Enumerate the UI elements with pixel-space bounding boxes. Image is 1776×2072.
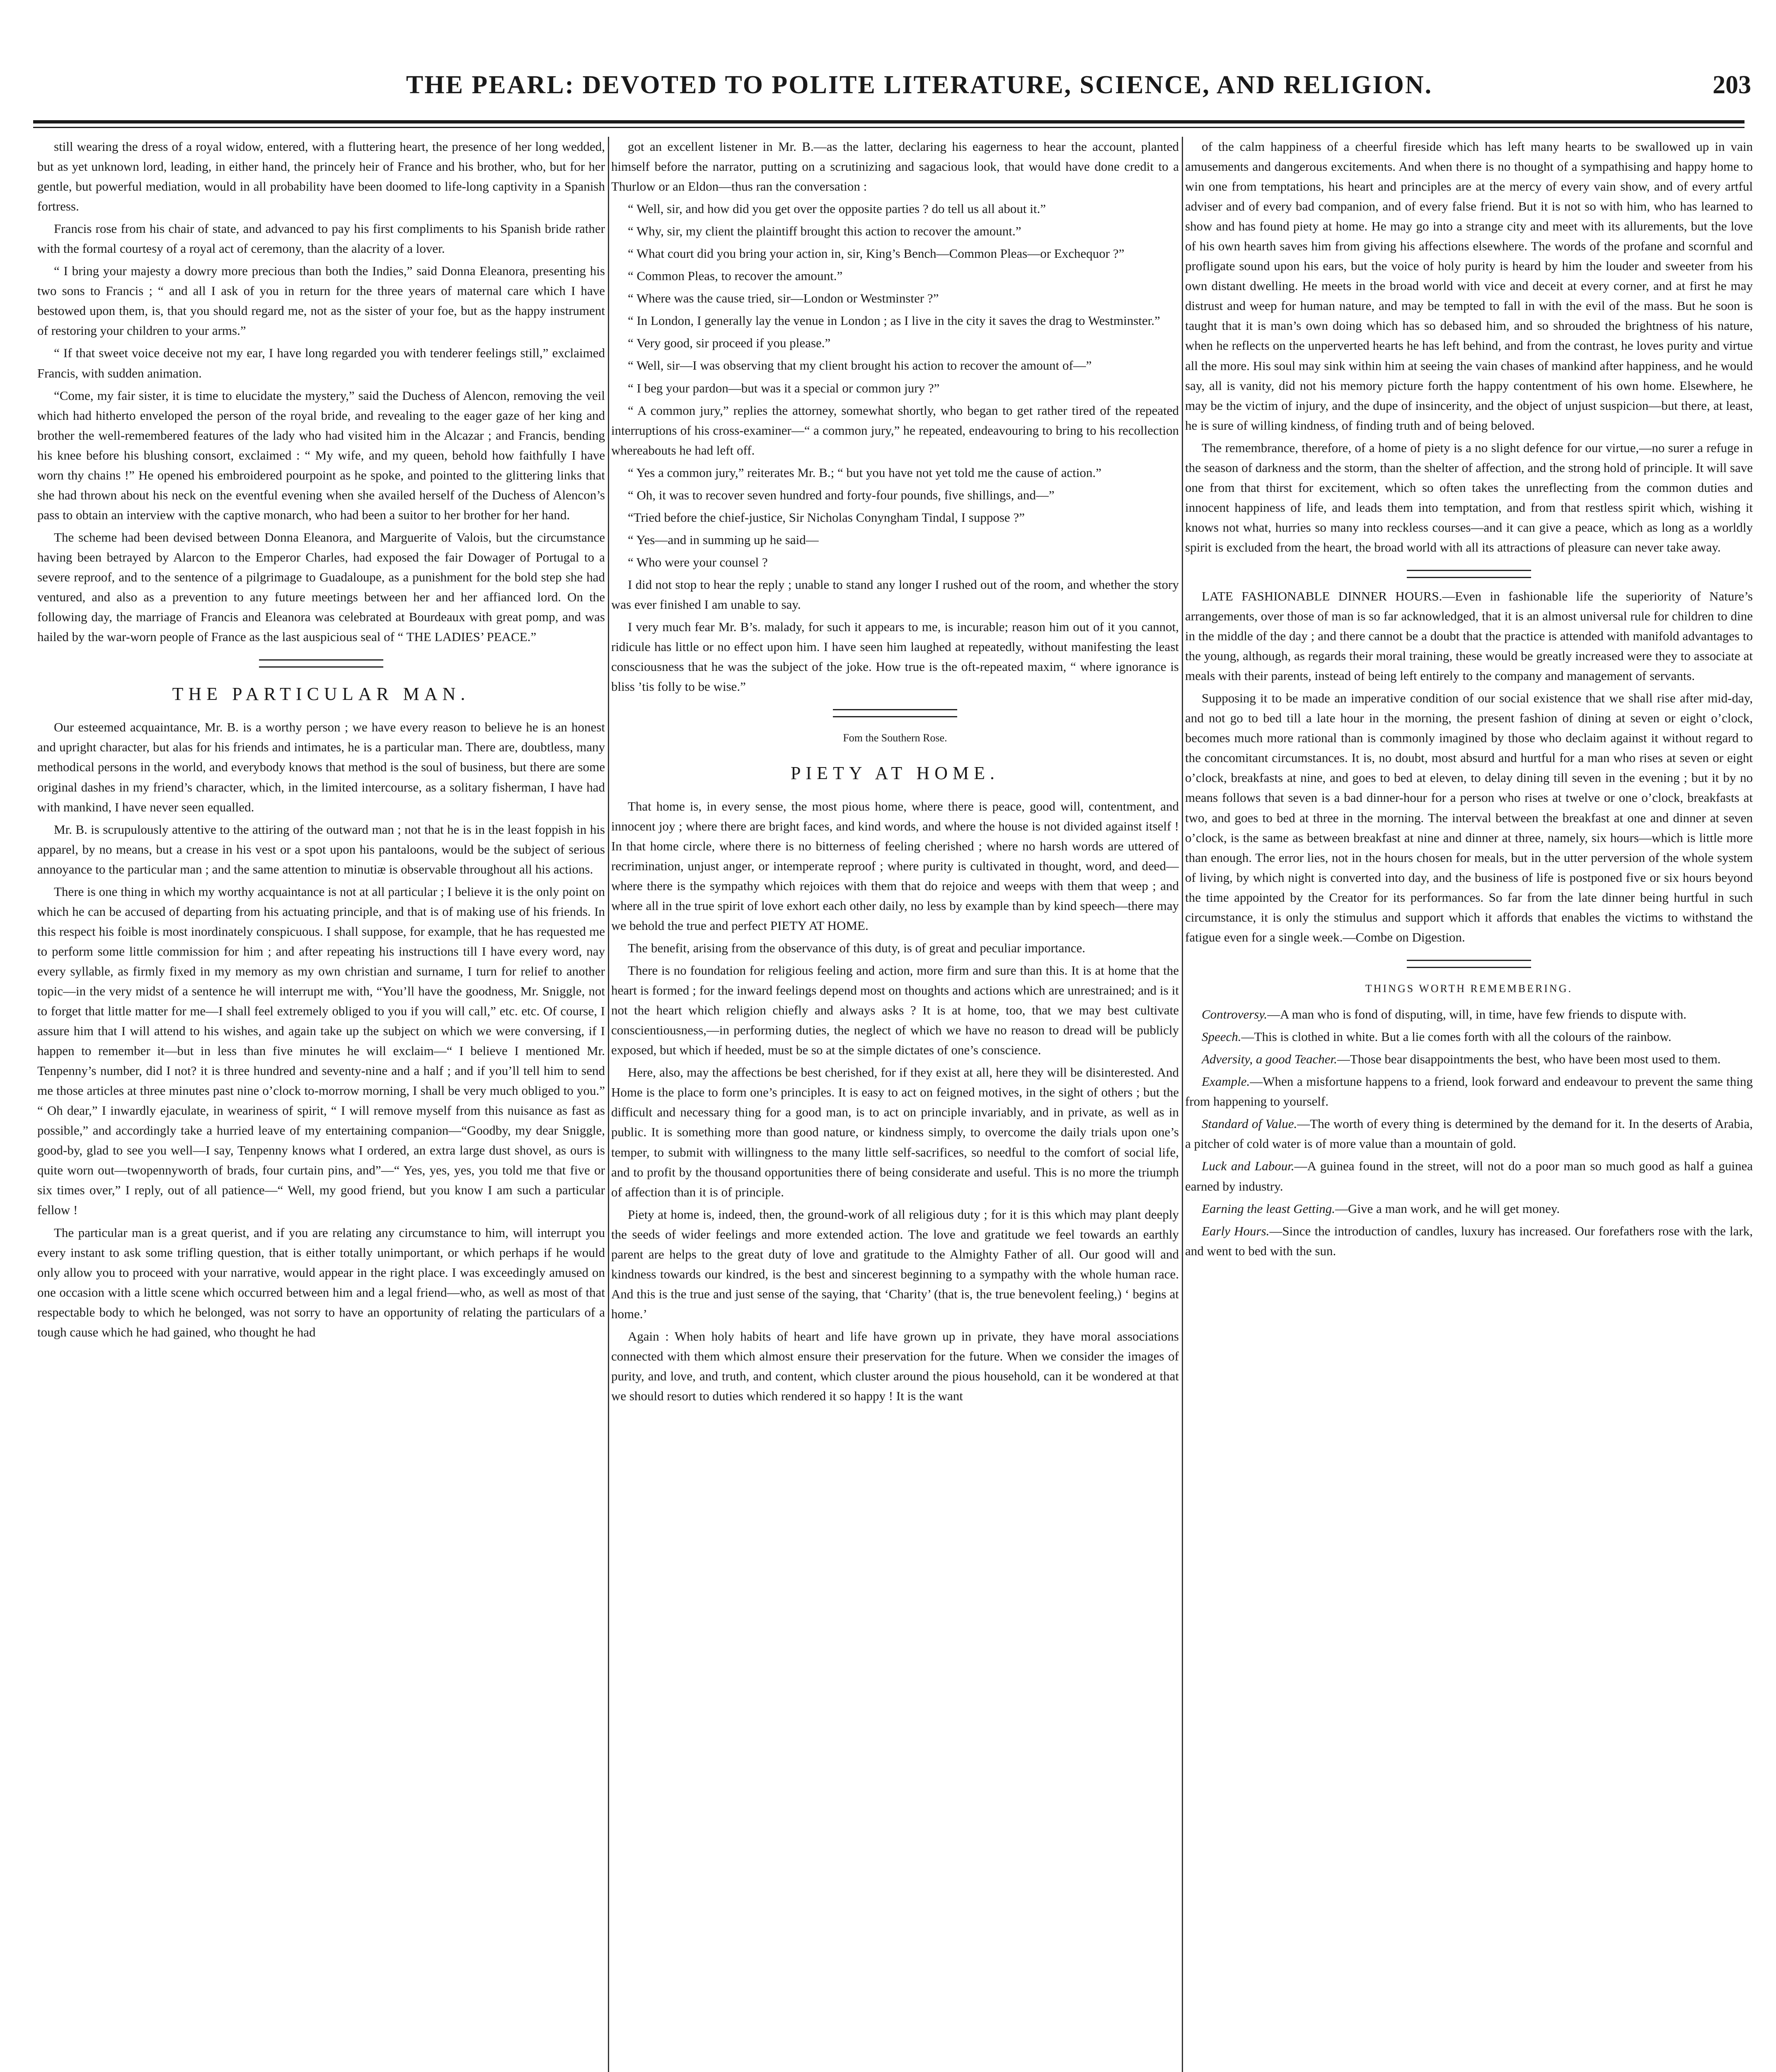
column-left [37,137,605,2072]
paragraph: Here, also, may the affections be best cherished, for if they exist at all, here they will be disinterested. And Home is the place to form one’s principles. It is easy to act on feigned motives, in the sight of others ; but the difficult and necessary thing for a good man, is to act on principle invariably, and in private, as well as in public. It is something more than good nature, or kindness simply, to overcome the daily trials upon one’s temper, to submit with willingness to the many little self-sacrifices, so needful to the comfort of social life, and to profit by the thousand opportunities there of being considerate and useful. This is no more the triumph of affection than it is of principle. [611,1065,1179,1199]
maxim-text: —When a misfortune happens to a friend, look forward and endeavour to prevent the same thing from happening to yourself. [1185,1074,1753,1109]
paragraph: got an excellent listener in Mr. B.—as the latter, declaring his eagerness to hear the account, planted himself before the narrator, putting on a scrutinizing and sagacious look, that would have done credit to a Thurlow or an Eldon—thus ran the conversation : [611,139,1179,194]
paragraph: Again : When holy habits of heart and life have grown up in private, they have moral associations connected with them which almost ensure their preservation for the future. When we consider the images of purity, and love, and truth, and content, which cluster around the pious household, can it be wondered at that we should resort to duties which rendered it so happy ! It is the want [611,1329,1179,1404]
paragraph: The remembrance, therefore, of a home of piety is a no slight defence for our virtue,—no surer a refuge in the season of darkness and the storm, than the shelter of affection, and the strong hold of principle. It will save one from that thirst for excitement, which so often takes the unreflecting from the common duties and innocent happiness of life, and leads them into temptation, and from that restless spirit which, wishing it knows not what, hurries so many into reckless courses—and it can give a peace, which as long as a worldly spirit is excluded from the heart, the broad world with all its attractions of pleasure can never take away. [1185,440,1753,554]
maxim-title: Controversy. [1202,1007,1268,1022]
paragraph: “ I beg your pardon—but was it a special or common jury ?” [628,380,940,395]
column-right [1185,137,1753,2072]
maxim-text: —Give a man work, and he will get money. [1335,1201,1560,1216]
column-divider [1182,137,1183,2072]
column-divider [608,137,609,2072]
paragraph: “ Common Pleas, to recover the amount.” [628,269,843,283]
maxim-title: Earning the least Getting. [1202,1201,1336,1216]
header-rule-thick [33,120,1745,123]
article-heading: PIETY AT HOME. [790,762,1000,783]
maxim-item [1185,1049,1753,1069]
paragraph: The scheme had been devised between Donna Eleanora, and Marguerite of Valois, but the circumstance having been betrayed by Alarcon to the Emperor Charles, had exposed the fair Dowager of Portugal to a severe reproof, and to the sentence of a pilgrimage to Guadaloupe, as a punishment for the bold step she had ventured, and also as a prevention to any future meetings between her and her affianced lord. On the following day, the marriage of Francis and Eleanora was celebrated at Bourdeaux with great pomp, and was hailed by the war-worn people of France as the last auspicious seal of “ THE LADIES’ PEACE.” [37,530,605,644]
maxim-text: —Those bear disappointments the best, who have been most used to them. [1337,1052,1721,1067]
maxim-item [1185,1114,1753,1154]
paragraph: “ Why, sir, my client the plaintiff brought this action to recover the amount.” [628,224,1021,239]
paragraph: “ If that sweet voice deceive not my ear, I have long regarded you with tenderer feelings still,” exclaimed Francis, with sudden animation. [37,346,605,380]
paragraph: “ Yes—and in summing up he said— [628,532,819,547]
maxim-text: —A guinea found in the street, will not do a poor man so much good as half a guinea earned by industry. [1185,1159,1753,1193]
paragraph: “ A common jury,” replies the attorney, somewhat shortly, who began to get rather tired of the repeated interruptions of his cross-examiner—“ a common jury,” he repeated, endeavouring to bring to his recollection whereabouts he had left off. [611,403,1179,457]
paragraph: I very much fear Mr. B’s. malady, for such it appears to me, is incurable; reason him out of it you cannot, ridicule has little or no effect upon him. I have seen him laughed at repeatedly, without manifesting the least consciousness that he was the subject of the joke. How true is the oft-repeated maxim, “ where ignorance is bliss ’tis folly to be wise.” [611,620,1179,694]
page-header [0,70,1776,112]
header-rule-thin [33,127,1745,128]
section-divider [1407,960,1531,968]
page-number: 203 [1713,71,1751,99]
paragraph: Piety at home is, indeed, then, the ground-work of all religious duty ; for it is this which may plant deeply the seeds of wider feelings and more extended action. The love and gratitude we feel towards an earthly parent are helps to the great duty of love and gratitude to the Almighty Father of all. Our good will and kindness towards our kindred, is the best and sincerest beginning to a sympathy with the whole human race. And this is the true and just sense of the saying, that ‘Charity’ (that is, the true benevolent feeling,) ‘ begins at home.’ [611,1207,1179,1321]
paragraph: “Come, my fair sister, it is time to elucidate the mystery,” said the Duchess of Alencon, removing the veil which had hitherto enveloped the person of the royal bride, and revealing to the eager gaze of her king and brother the well-remembered features of the lady who had visited him in the Alcazar ; and Francis, bending his knee before his blushing consort, exclaimed : “ My wife, and my queen, behold how faithfully I have worn thy chains !” He opened his embroidered pourpoint as he spoke, and pointed to the glittering links that she had thrown about his neck on the eventful evening when she availed herself of the Duchess of Alencon’s pass to obtain an interview with the captive monarch, who had been a suitor to her brother for her hand. [37,388,605,522]
maxim-text: —Since the introduction of candles, luxury has increased. Our forefathers rose with the lark, and went to bed with the sun. [1185,1223,1753,1258]
section-divider [1407,570,1531,578]
paragraph: There is no foundation for religious feeling and action, more firm and sure than this. It is at home that the heart is formed ; for the inward feelings depend most on thoughts and actions which are unrestrained; and is it not the heart which religion chiefly and always asks ? It is at home, too, that we may best cultivate conscientiousness,—in performing duties, the neglect of which we have no reason to dread will be publicly exposed, but which if heeded, must be so at the simple dictates of one’s conscience. [611,963,1179,1058]
maxim-text: —This is clothed in white. But a lie comes forth with all the colours of the rainbow. [1241,1029,1672,1044]
maxim-item [1185,1072,1753,1111]
maxim-title: Early Hours. [1202,1223,1270,1238]
paragraph: “ Well, sir, and how did you get over the opposite parties ? do tell us all about it.” [628,201,1046,216]
section-divider [259,659,383,668]
article-heading: THE PARTICULAR MAN. [172,684,470,704]
paragraph: of the calm happiness of a cheerful fireside which has left many hearts to be swallowed up in vain amusements and dangerous excitements. And when there is no thought of a sympathising and happy home to win one from temptations, his heart and principles are at the mercy of every vain show, and of every artful adviser and of every bad companion, and of every false friend. But it is not so with him, who has learned to show and has found piety at home. He may go into a strange city and meet with its allurements, but the love of his own hearth saves him from giving his affections elsewhere. The words of the profane and scornful and profligate sound upon his ears, but the voice of holy purity is heard by him the louder and sweeter from his own distant dwelling. He meets in the broad world with vice and deceit at every corner, and at first he may distrust and weep for human nature, and may be tempted to fall in with the evil of the mass. But he soon is taught that it is man’s own doing which has so debased him, and so shrouded the brightness of his nature, when he reflects on the unperverted hearts he has left behind, and from the contrast, he loves purity and virtue all the more. His soul may sink within him at seeing the vain chases of mankind after happiness, and he would say, all is vanity, did not his memory picture forth the happy contentment of his own home. Elsewhere, he may be the victim of injury, and the dupe of insincerity, and the object of unjust suspicion—but there, at least, he is sure of willing kindness, of finding truth and of being beloved. [1185,139,1753,433]
article-heading: THINGS WORTH REMEMBERING. [1365,982,1573,995]
paragraph: Supposing it to be made an imperative condition of our social existence that we shall rise after mid-day, and not go to bed till a late hour in the morning, the present fashion of dining at seven or eight o’clock, becomes much more rational than is commonly imagined by those who declaim against it without regard to the concomitant circumstances. It is, no doubt, most absurd and hurtful for a man who rises at seven or eight o’clock, breakfasts at nine, and goes to bed at eleven, to delay dining till seven in the evening ; but it by no means follows that seven is a bad dinner-hour for a person who rises at twelve or one o’clock, breakfasts at two, and goes to bed at three in the morning. The interval between the breakfast at one and dinner at seven o’clock, is the same as between breakfast at nine and dinner at three, namely, six hours—which is little more than enough. The error lies, not in the hours chosen for meals, but in the utter perversion of the whole system of living, by which night is converted into day, and the business of life is postponed five or six hours beyond the time appointed by the Creator for its performances. So far from the late dinner being hurtful in such circumstance, it is only the stimulus and support which it affords that enables the victims to withstand the fatigue even for a single week.—Combe on Digestion. [1185,691,1753,944]
paragraph: There is one thing in which my worthy acquaintance is not at all particular ; I believe it is the only point on which he can be accused of departing from his actuating principle, and that is of making use of his friends. In this respect his foible is most inordinately conspicuous. I shall suppose, for example, that he has requested me to perform some little commission for him ; and after repeating his instructions till I have every word, nay every syllable, as firmly fixed in my memory as my own christian and surname, I turn for relief to another topic—in the very midst of a sentence he will interrupt me with, “You’ll have the goodness, Mr. Sniggle, not to forget that little matter for me—I shall feel extremely obliged to you if you will call,” etc. etc. Of course, I assure him that I will attend to his wishes, and again take up the subject on which we were conversing, if I happen to remember it—but in less than five minutes he will exclaim—“ I believe I mentioned Mr. Tenpenny’s number, did I not? it is three hundred and seventy-nine and a half ; and if you’ll tell him to send me those articles at three minutes past nine o’clock to-morrow morning, I shall be very much obliged to you.” “ Oh dear,” I inwardly ejaculate, in weariness of spirit, “ I will remove myself from this nuisance as fast as possible,” and accordingly take a hurried leave of my entertaining companion—“Goodby, my dear Sniggle, good-by, glad to see you well—I say, Tenpenny knows what I ordered, an extra large dust shovel, as ours is quite worn out—twopennyworth of brads, four curtain pins, and”—“ Yes, yes, yes, you told me that five or six times over,” I reply, out of all patience—“ Well, my good friend, but you know I am such a particular fellow ! [37,884,605,1218]
paragraph: “ Well, sir—I was observing that my client brought his action to recover the amount of—” [628,358,1092,373]
paragraph: Mr. B. is scrupulously attentive to the attiring of the outward man ; not that he is in the least foppish in his apparel, by no means, but a crease in his vest or a spot upon his pantaloons, would be the subject of serious annoyance to the particular man ; and the same attention to minutiæ is observable throughout all his actions. [37,822,605,876]
maxim-text: —The worth of every thing is determined by the demand for it. In the deserts of Arabia, a pitcher of cold water is of more value than a mountain of gold. [1185,1116,1753,1151]
article-lead-title: LATE FASHIONABLE DINNER HOURS. [1202,588,1442,603]
paragraph: “ Where was the cause tried, sir—London or Westminster ?” [628,291,939,306]
maxim-item [1185,1199,1753,1219]
maxim-item [1185,1005,1753,1024]
paragraph: “ Very good, sir proceed if you please.” [628,336,831,351]
paragraph: “ In London, I generally lay the venue in London ; as I live in the city it saves the drag to Westminster.” [628,313,1160,328]
maxim-title: Speech. [1202,1029,1241,1044]
column-middle [611,137,1179,2072]
paragraph: still wearing the dress of a royal widow, entered, with a fluttering heart, the presence of her long wedded, but as yet unknown lord, leading, in either hand, the princely heir of France and his brother, who, but for her gentle, but powerful mediation, would in all probability have been doomed to life-long captivity in a Spanish fortress. [37,139,605,214]
paragraph: “ What court did you bring your action in, sir, King’s Bench—Common Pleas—or Exchequor ?” [628,246,1125,261]
paragraph: The benefit, arising from the observance of this duty, is of great and peculiar importance. [628,941,1086,956]
running-title: THE PEARL: DEVOTED TO POLITE LITERATURE, SCIENCE, AND RELIGION. [406,71,1433,99]
paragraph: Francis rose from his chair of state, and advanced to pay his first compliments to his Spanish bride rather with the formal courtesy of a royal act of ceremony, than the alacrity of a lover. [37,221,605,256]
paragraph: “Tried before the chief-justice, Sir Nicholas Conyngham Tindal, I suppose ?” [628,510,1025,525]
maxim-title: Luck and Labour. [1202,1159,1294,1174]
paragraph: Our esteemed acquaintance, Mr. B. is a worthy person ; we have every reason to believe he is an honest and upright character, but alas for his friends and intimates, he is a particular man. There are, doubtless, many methodical persons in the world, and everybody knows that method is the soul of business, but there are some original dashes in my friend’s character, which, in the limited intercourse, as a solitary fisherman, I have had with mankind, I have never seen equalled. [37,720,605,814]
paragraph: “ Oh, it was to recover seven hundred and forty-four pounds, five shillings, and—” [628,487,1055,502]
paragraph: I did not stop to hear the reply ; unable to stand any longer I rushed out of the room, and whether the story was ever finished I am unable to say. [611,577,1179,612]
paragraph-text: —Even in fashionable life the superiority of Nature’s arrangements, over those of man is so far acknowledged, that it is an almost universal rule for children to dine in the middle of the day ; and there cannot be a doubt that the practice is attended with manifold advantages to the young, although, as regards their moral training, these would be greatly increased were they to associate at meals with their parents, instead of being left entirely to the company and management of servants. [1185,588,1753,683]
paragraph: The particular man is a great querist, and if you are relating any circumstance to him, will interrupt you every instant to ask some trifling question, that is either totally unimportant, or which perhaps if he would only allow you to proceed with your narrative, would appear in the right place. I was exceedingly amused on one occasion with a little scene which occurred between him and a legal friend—who, as well as most of that respectable body to which he belonged, was not sorry to have an opportunity of relating the particulars of a tough cause which he had gained, who thought he had [37,1225,605,1339]
maxim-text: —A man who is fond of disputing, will, in time, have few friends to dispute with. [1267,1007,1686,1022]
maxim-item [1185,1156,1753,1196]
paragraph: “ Yes a common jury,” reiterates Mr. B.; “ but you have not yet told me the cause of action.” [628,465,1101,480]
maxim-title: Example. [1202,1074,1250,1089]
maxim-title: Standard of Value. [1202,1116,1297,1131]
maxim-item [1185,1221,1753,1261]
paragraph: “ Who were your counsel ? [628,554,768,569]
paragraph: That home is, in every sense, the most pious home, where there is peace, good will, contentment, and innocent joy ; where there are bright faces, and kind words, and where the house is not divided against itself ! In that home circle, where there is no bitterness of feeling cherished ; where no harsh words are uttered of recrimination, unjust anger, or intemperate reproof ; where purity is cultivated in thought, word, and deed—where there is the sympathy which rejoices with them that do rejoice and weeps with them that weep ; and where all in the true spirit of love exhort each other daily, no less by example than by kind speech—there may we behold the true and perfect PIETY AT HOME. [611,799,1179,933]
section-divider [833,709,957,717]
maxim-title: Adversity, a good Teacher. [1202,1052,1337,1067]
paragraph [1185,586,1753,686]
maxim-item [1185,1027,1753,1047]
paragraph: “ I bring your majesty a dowry more precious than both the Indies,” said Donna Eleanora, presenting his two sons to Francis ; “ and all I ask of you in return for the three years of maternal care which I have bestowed upon them, is, that you should regard me, not as the sister of your foe, but as the happy instrument of restoring your children to your arms.” [37,264,605,338]
article-source: Fom the Southern Rose. [843,732,947,744]
